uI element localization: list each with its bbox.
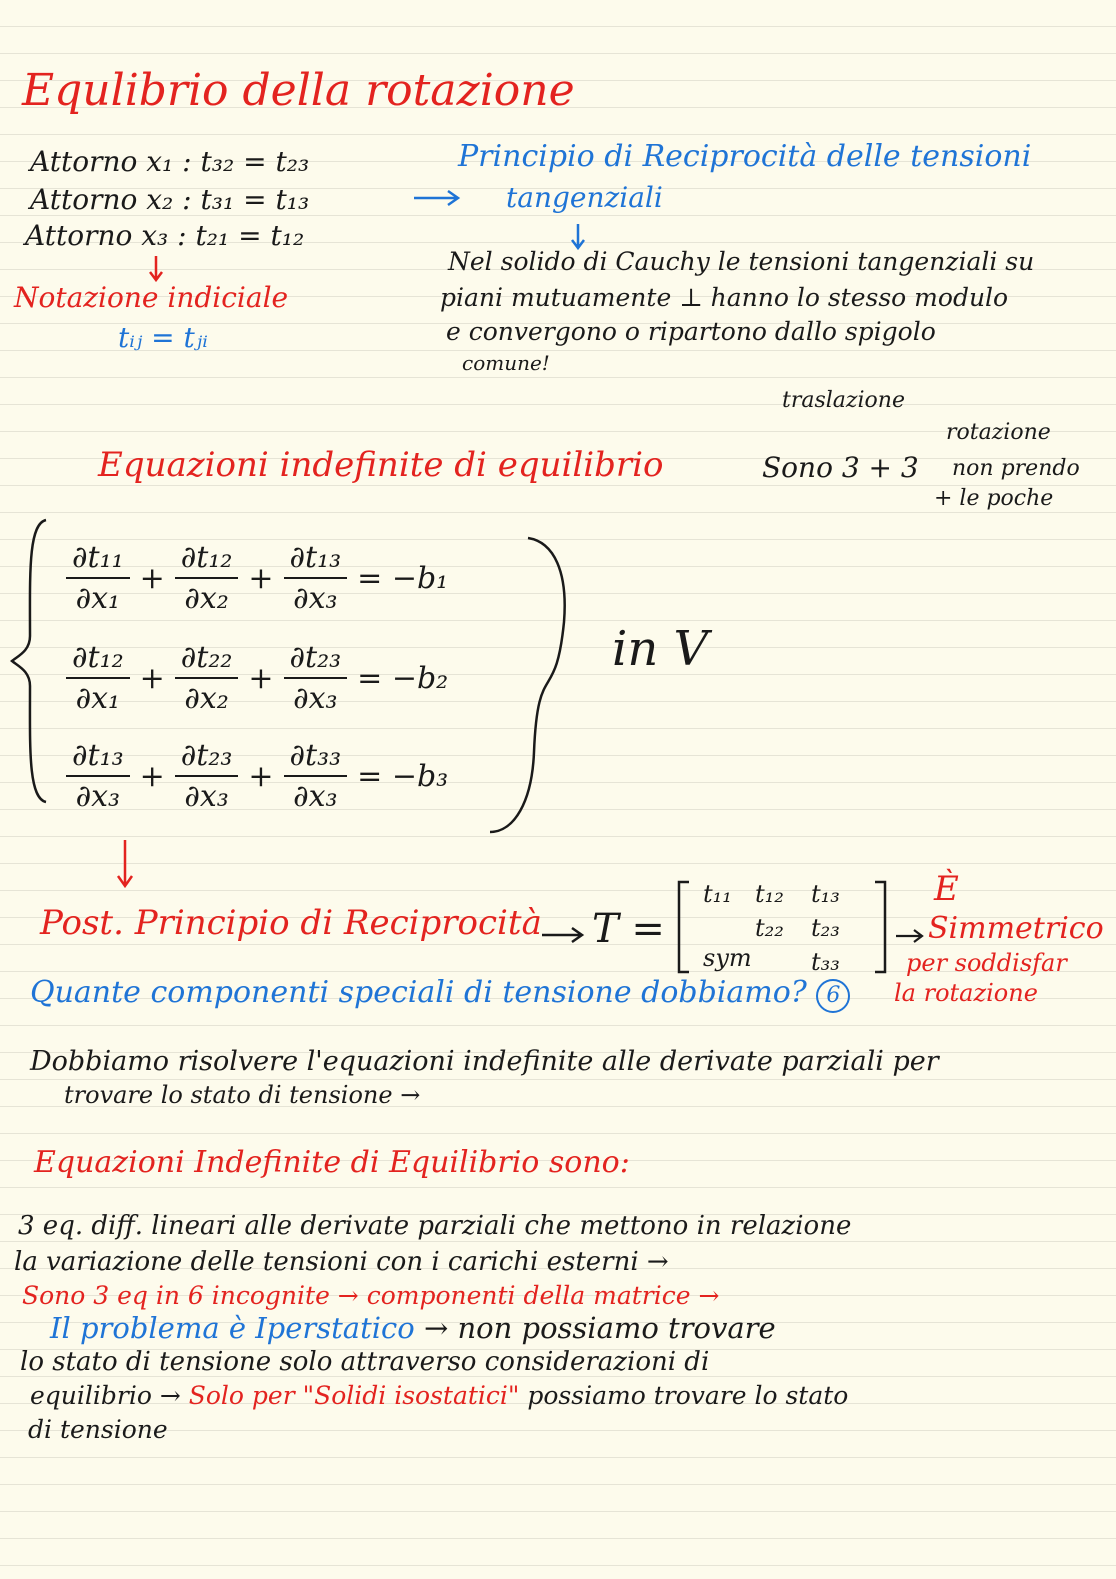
note-piu-le-poche: + le poche xyxy=(934,486,1054,511)
matrix-sym: sym xyxy=(703,944,752,972)
page-title: Equlibrio della rotazione xyxy=(22,65,575,116)
matrix-t12: t₁₂ xyxy=(755,880,784,908)
sono-label: Sono 3 + 3 xyxy=(762,451,919,484)
symmetric-note-e: È xyxy=(934,869,959,909)
symmetric-note-rotazione: la rotazione xyxy=(894,979,1038,1007)
domain-label: in V xyxy=(612,621,709,677)
post-principle: Post. Principio di Reciprocità xyxy=(40,903,542,943)
arrow-right-icon xyxy=(412,186,462,210)
hyperstatic-line xyxy=(50,1312,776,1345)
rotation-condition-1: Attorno x₁ : t₃₂ = t₂₃ xyxy=(30,145,310,178)
matrix-t23: t₂₃ xyxy=(811,914,840,942)
cauchy-line-2: piani mutuamente ⊥ hanno lo stesso modulo xyxy=(440,283,1009,312)
resolve-line-2: trovare lo stato di tensione → xyxy=(64,1081,421,1109)
cauchy-line-1: Nel solido di Cauchy le tensioni tangenziali su xyxy=(448,247,1035,276)
cauchy-line-3: e convergono o ripartono dallo spigolo xyxy=(446,317,936,346)
matrix-t22: t₂₂ xyxy=(755,914,784,942)
arrow-down-icon xyxy=(146,254,166,284)
arrow-right-icon xyxy=(894,926,926,946)
equation-row-2: $\frac{\text{∂t₁₂}}{\text{∂x₁}}$ + $\frac{\text{∂t₂₂}}{\text{∂x₂}}$ + $\frac{\text{∂t₂₃}}{\text{∂x₃}}$ = −b₂ xyxy=(60,640,452,716)
symmetric-note-soddisfar: per soddisfar xyxy=(906,949,1067,977)
equation-row-1: $\frac{\text{∂t₁₁}}{\text{∂x₁}}$ + $\frac{\text{∂t₁₂}}{\text{∂x₂}}$ + $\frac{\text{∂t₁₃}}{\text{∂x₃}}$ = −b₁ xyxy=(60,540,452,616)
notation-label: Notazione indiciale xyxy=(14,281,289,314)
arrow-right-icon xyxy=(540,924,586,946)
note-traslazione: traslazione xyxy=(782,388,905,413)
cauchy-line-4: comune! xyxy=(462,351,550,375)
indefinite-title: Equazioni indefinite di equilibrio xyxy=(98,445,664,485)
red-line: Sono 3 eq in 6 incognite → componenti della matrice → xyxy=(22,1281,720,1310)
description-line-1: 3 eq. diff. lineari alle derivate parziali che mettono in relazione xyxy=(18,1211,852,1241)
question-text: Quante componenti speciali di tensione dobbiamo? xyxy=(30,975,807,1010)
notation-formula: tᵢⱼ = tⱼᵢ xyxy=(118,321,208,354)
answer-badge: 6 xyxy=(816,979,850,1013)
note-rotazione: rotazione xyxy=(946,420,1051,445)
matrix-t11: t₁₁ xyxy=(703,880,732,908)
stress-matrix xyxy=(675,878,893,976)
note-non-prendo: non prendo xyxy=(952,456,1080,481)
resolve-line-1: Dobbiamo risolvere l'equazioni indefinite alle derivate parziali per xyxy=(30,1046,939,1077)
final-line-2 xyxy=(30,1382,848,1411)
left-brace xyxy=(8,516,52,806)
question-line xyxy=(30,976,850,1013)
final-line-3: di tensione xyxy=(28,1415,168,1444)
hyperstatic-blue: Il problema è Iperstatico xyxy=(50,1311,415,1345)
final-line-2-red: Solo per "Solidi isostatici" xyxy=(188,1381,520,1410)
principle-line-1: Principio di Reciprocità delle tensioni xyxy=(458,139,1032,174)
hyperstatic-rest: → non possiamo trovare xyxy=(423,1311,776,1345)
equation-row-3: $\frac{\text{∂t₁₃}}{\text{∂x₃}}$ + $\frac{\text{∂t₂₃}}{\text{∂x₃}}$ + $\frac{\text{∂t₃₃}}{\text{∂x₃}}$ = −b₃ xyxy=(60,738,452,814)
symmetric-note-simmetrico: Simmetrico xyxy=(928,911,1104,946)
arrow-down-icon xyxy=(114,838,136,890)
right-brace xyxy=(484,532,584,838)
matrix-label: T = xyxy=(592,906,665,952)
rotation-condition-2: Attorno x₂ : t₃₁ = t₁₃ xyxy=(30,183,310,216)
description-line-2: la variazione delle tensioni con i carichi esterni → xyxy=(14,1247,669,1277)
rotation-condition-3: Attorno x₃ : t₂₁ = t₁₂ xyxy=(25,219,305,252)
indefinite-sono: Equazioni Indefinite di Equilibrio sono: xyxy=(34,1145,630,1180)
final-line-1: lo stato di tensione solo attraverso considerazioni di xyxy=(20,1347,710,1377)
matrix-t13: t₁₃ xyxy=(811,880,840,908)
principle-line-2: tangenziali xyxy=(506,181,663,214)
final-line-2-start: equilibrio → xyxy=(30,1381,181,1410)
matrix-t33: t₃₃ xyxy=(811,948,840,976)
final-line-2-end: possiamo trovare lo stato xyxy=(527,1381,849,1410)
